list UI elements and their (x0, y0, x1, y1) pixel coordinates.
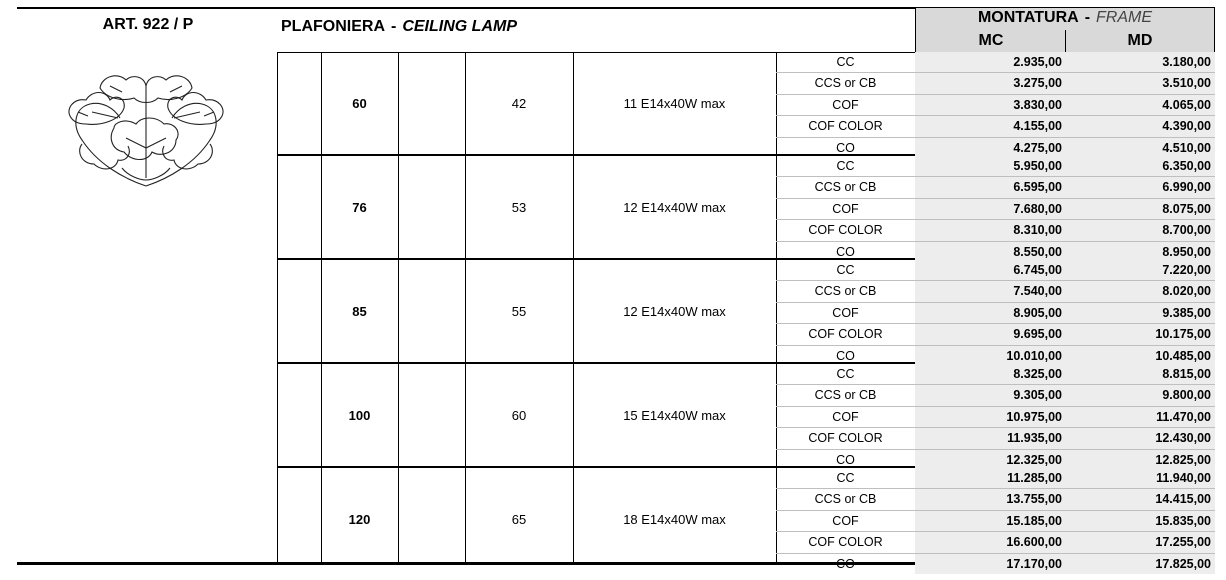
price-mc-cell: 9.305,00 (915, 385, 1065, 405)
price-md-cell: 10.485,00 (1065, 346, 1215, 366)
height-cell: 55 (511, 303, 527, 319)
price-mc-cell: 15.185,00 (915, 511, 1065, 531)
price-md-cell: 17.255,00 (1065, 532, 1215, 552)
price-mc-cell: 9.695,00 (915, 324, 1065, 344)
price-mc-cell: 10.975,00 (915, 407, 1065, 427)
price-mc-cell: 4.275,00 (915, 138, 1065, 158)
finish-cell: COF (832, 513, 859, 528)
diameter-cell: 120 (348, 511, 371, 527)
price-md-cell: 3.180,00 (1065, 52, 1215, 72)
price-md-cell: 6.990,00 (1065, 177, 1215, 197)
table-row (776, 156, 1215, 177)
diameter-cell: 76 (352, 199, 367, 215)
price-md-cell: 3.510,00 (1065, 73, 1215, 93)
table-row (776, 450, 1215, 470)
price-mc-cell: 7.540,00 (915, 281, 1065, 301)
product-title-separator: - (391, 18, 397, 35)
price-md-cell: 6.350,00 (1065, 156, 1215, 176)
price-md-cell: 17.825,00 (1065, 554, 1215, 574)
finish-cell: COF (832, 409, 859, 424)
bulbs-cell: 11 E14x40W max (623, 95, 726, 111)
price-md-cell: 9.385,00 (1065, 303, 1215, 323)
finish-rows (776, 52, 1215, 158)
finish-cell: COF COLOR (808, 223, 883, 238)
table-row (776, 116, 1215, 137)
size-group (277, 364, 1215, 468)
height-cell: 53 (511, 199, 527, 215)
price-mc-cell: 11.935,00 (915, 428, 1065, 448)
finish-rows (776, 364, 1215, 470)
price-mc-cell: 17.170,00 (915, 554, 1065, 574)
finish-cell: COF (832, 97, 859, 112)
table-row (776, 385, 1215, 406)
price-mc-cell: 8.905,00 (915, 303, 1065, 323)
finish-cell: CO (836, 244, 855, 259)
price-md-cell: 11.470,00 (1065, 407, 1215, 427)
table-row (776, 95, 1215, 116)
finish-cell: CO (836, 348, 855, 363)
finish-cell: COF COLOR (808, 119, 883, 134)
price-mc-cell: 11.285,00 (915, 468, 1065, 488)
height-cell: 42 (511, 95, 527, 111)
table-row (776, 511, 1215, 532)
bulbs-cell: 18 E14x40W max (623, 511, 726, 527)
height-cell: 60 (511, 407, 527, 423)
bulbs-cell: 15 E14x40W max (623, 407, 726, 423)
price-mc-cell: 8.325,00 (915, 364, 1065, 384)
price-md-cell: 9.800,00 (1065, 385, 1215, 405)
table-row (776, 468, 1215, 489)
price-md-cell: 7.220,00 (1065, 260, 1215, 280)
table-row (776, 73, 1215, 94)
price-mc-cell: 4.155,00 (915, 116, 1065, 136)
price-mc-cell: 6.595,00 (915, 177, 1065, 197)
finish-rows (776, 260, 1215, 366)
frame-left-rule (915, 8, 916, 53)
product-title-en: CEILING LAMP (402, 18, 517, 35)
price-mc-cell: 6.745,00 (915, 260, 1065, 280)
price-mc-cell: 5.950,00 (915, 156, 1065, 176)
finish-cell: CCS or CB (814, 180, 877, 195)
price-md-cell: 12.430,00 (1065, 428, 1215, 448)
table-row (776, 346, 1215, 366)
price-mc-cell: 3.275,00 (915, 73, 1065, 93)
price-mc-cell: 3.830,00 (915, 95, 1065, 115)
finish-cell: CCS or CB (814, 76, 877, 91)
leaf-ceiling-lamp-icon (62, 68, 230, 190)
product-title-it: PLAFONIERA (281, 18, 385, 35)
table-row (776, 138, 1215, 158)
table-row (776, 199, 1215, 220)
price-mc-cell: 2.935,00 (915, 52, 1065, 72)
finish-cell: CC (836, 367, 855, 381)
price-mc-cell: 8.550,00 (915, 242, 1065, 262)
price-mc-cell: 12.325,00 (915, 450, 1065, 470)
finish-cell: COF COLOR (808, 431, 883, 446)
price-md-cell: 10.175,00 (1065, 324, 1215, 344)
price-md-cell: 8.700,00 (1065, 220, 1215, 240)
finish-cell: CO (836, 140, 855, 155)
finish-cell: COF (832, 305, 859, 320)
price-md-cell: 8.020,00 (1065, 281, 1215, 301)
table-row (776, 281, 1215, 302)
frame-mid-rule (1065, 30, 1066, 53)
frame-title-it: MONTATURA (977, 9, 1079, 26)
frame-title-separator: - (1084, 9, 1091, 26)
price-md-cell: 8.950,00 (1065, 242, 1215, 262)
bulbs-cell: 12 E14x40W max (623, 303, 726, 319)
finish-cell: CC (836, 263, 855, 277)
diameter-cell: 60 (352, 95, 367, 111)
price-md-cell: 4.390,00 (1065, 116, 1215, 136)
finish-cell: CO (836, 556, 855, 571)
price-md-cell: 14.415,00 (1065, 489, 1215, 509)
diameter-cell: 100 (348, 407, 371, 423)
price-md-cell: 12.825,00 (1065, 450, 1215, 470)
price-md-cell: 8.815,00 (1065, 364, 1215, 384)
price-table (277, 52, 1215, 570)
table-row (776, 324, 1215, 345)
table-row (776, 260, 1215, 281)
price-md-cell: 15.835,00 (1065, 511, 1215, 531)
table-row (776, 303, 1215, 324)
table-row (776, 364, 1215, 385)
size-group (277, 52, 1215, 156)
table-row (776, 489, 1215, 510)
finish-cell: CC (836, 471, 855, 485)
product-title (281, 18, 517, 36)
table-row (776, 532, 1215, 553)
price-md-cell: 4.065,00 (1065, 95, 1215, 115)
finish-cell: CCS or CB (814, 388, 877, 403)
finish-cell: CO (836, 452, 855, 467)
price-mc-cell: 7.680,00 (915, 199, 1065, 219)
price-mc-cell: 10.010,00 (915, 346, 1065, 366)
finish-rows (776, 156, 1215, 262)
table-row (776, 554, 1215, 574)
finish-cell: COF COLOR (808, 327, 883, 342)
price-mc-cell: 16.600,00 (915, 532, 1065, 552)
price-mc-cell: 8.310,00 (915, 220, 1065, 240)
finish-cell: CC (836, 159, 855, 173)
price-mc-cell: 13.755,00 (915, 489, 1065, 509)
finish-cell: COF COLOR (808, 535, 883, 550)
price-md-cell: 11.940,00 (1065, 468, 1215, 488)
table-row (776, 220, 1215, 241)
table-row (776, 242, 1215, 262)
table-row (776, 407, 1215, 428)
frame-header-title (916, 9, 1214, 27)
table-row (776, 177, 1215, 198)
size-group (277, 156, 1215, 260)
finish-cell: CC (836, 55, 855, 69)
column-header-md: MD (1127, 32, 1153, 49)
column-header-mc: MC (978, 32, 1004, 49)
frame-right-rule (1214, 8, 1215, 53)
price-md-cell: 4.510,00 (1065, 138, 1215, 158)
bulbs-cell: 12 E14x40W max (623, 199, 726, 215)
finish-cell: CCS or CB (814, 492, 877, 507)
article-code: ART. 922 / P (102, 16, 194, 33)
diameter-cell: 85 (352, 303, 367, 319)
size-group (277, 260, 1215, 364)
finish-rows (776, 468, 1215, 574)
finish-cell: CCS or CB (814, 284, 877, 299)
frame-title-en: FRAME (1096, 9, 1153, 26)
size-group (277, 468, 1215, 570)
height-cell: 65 (511, 511, 527, 527)
table-row (776, 52, 1215, 73)
price-md-cell: 8.075,00 (1065, 199, 1215, 219)
table-row (776, 428, 1215, 449)
finish-cell: COF (832, 201, 859, 216)
